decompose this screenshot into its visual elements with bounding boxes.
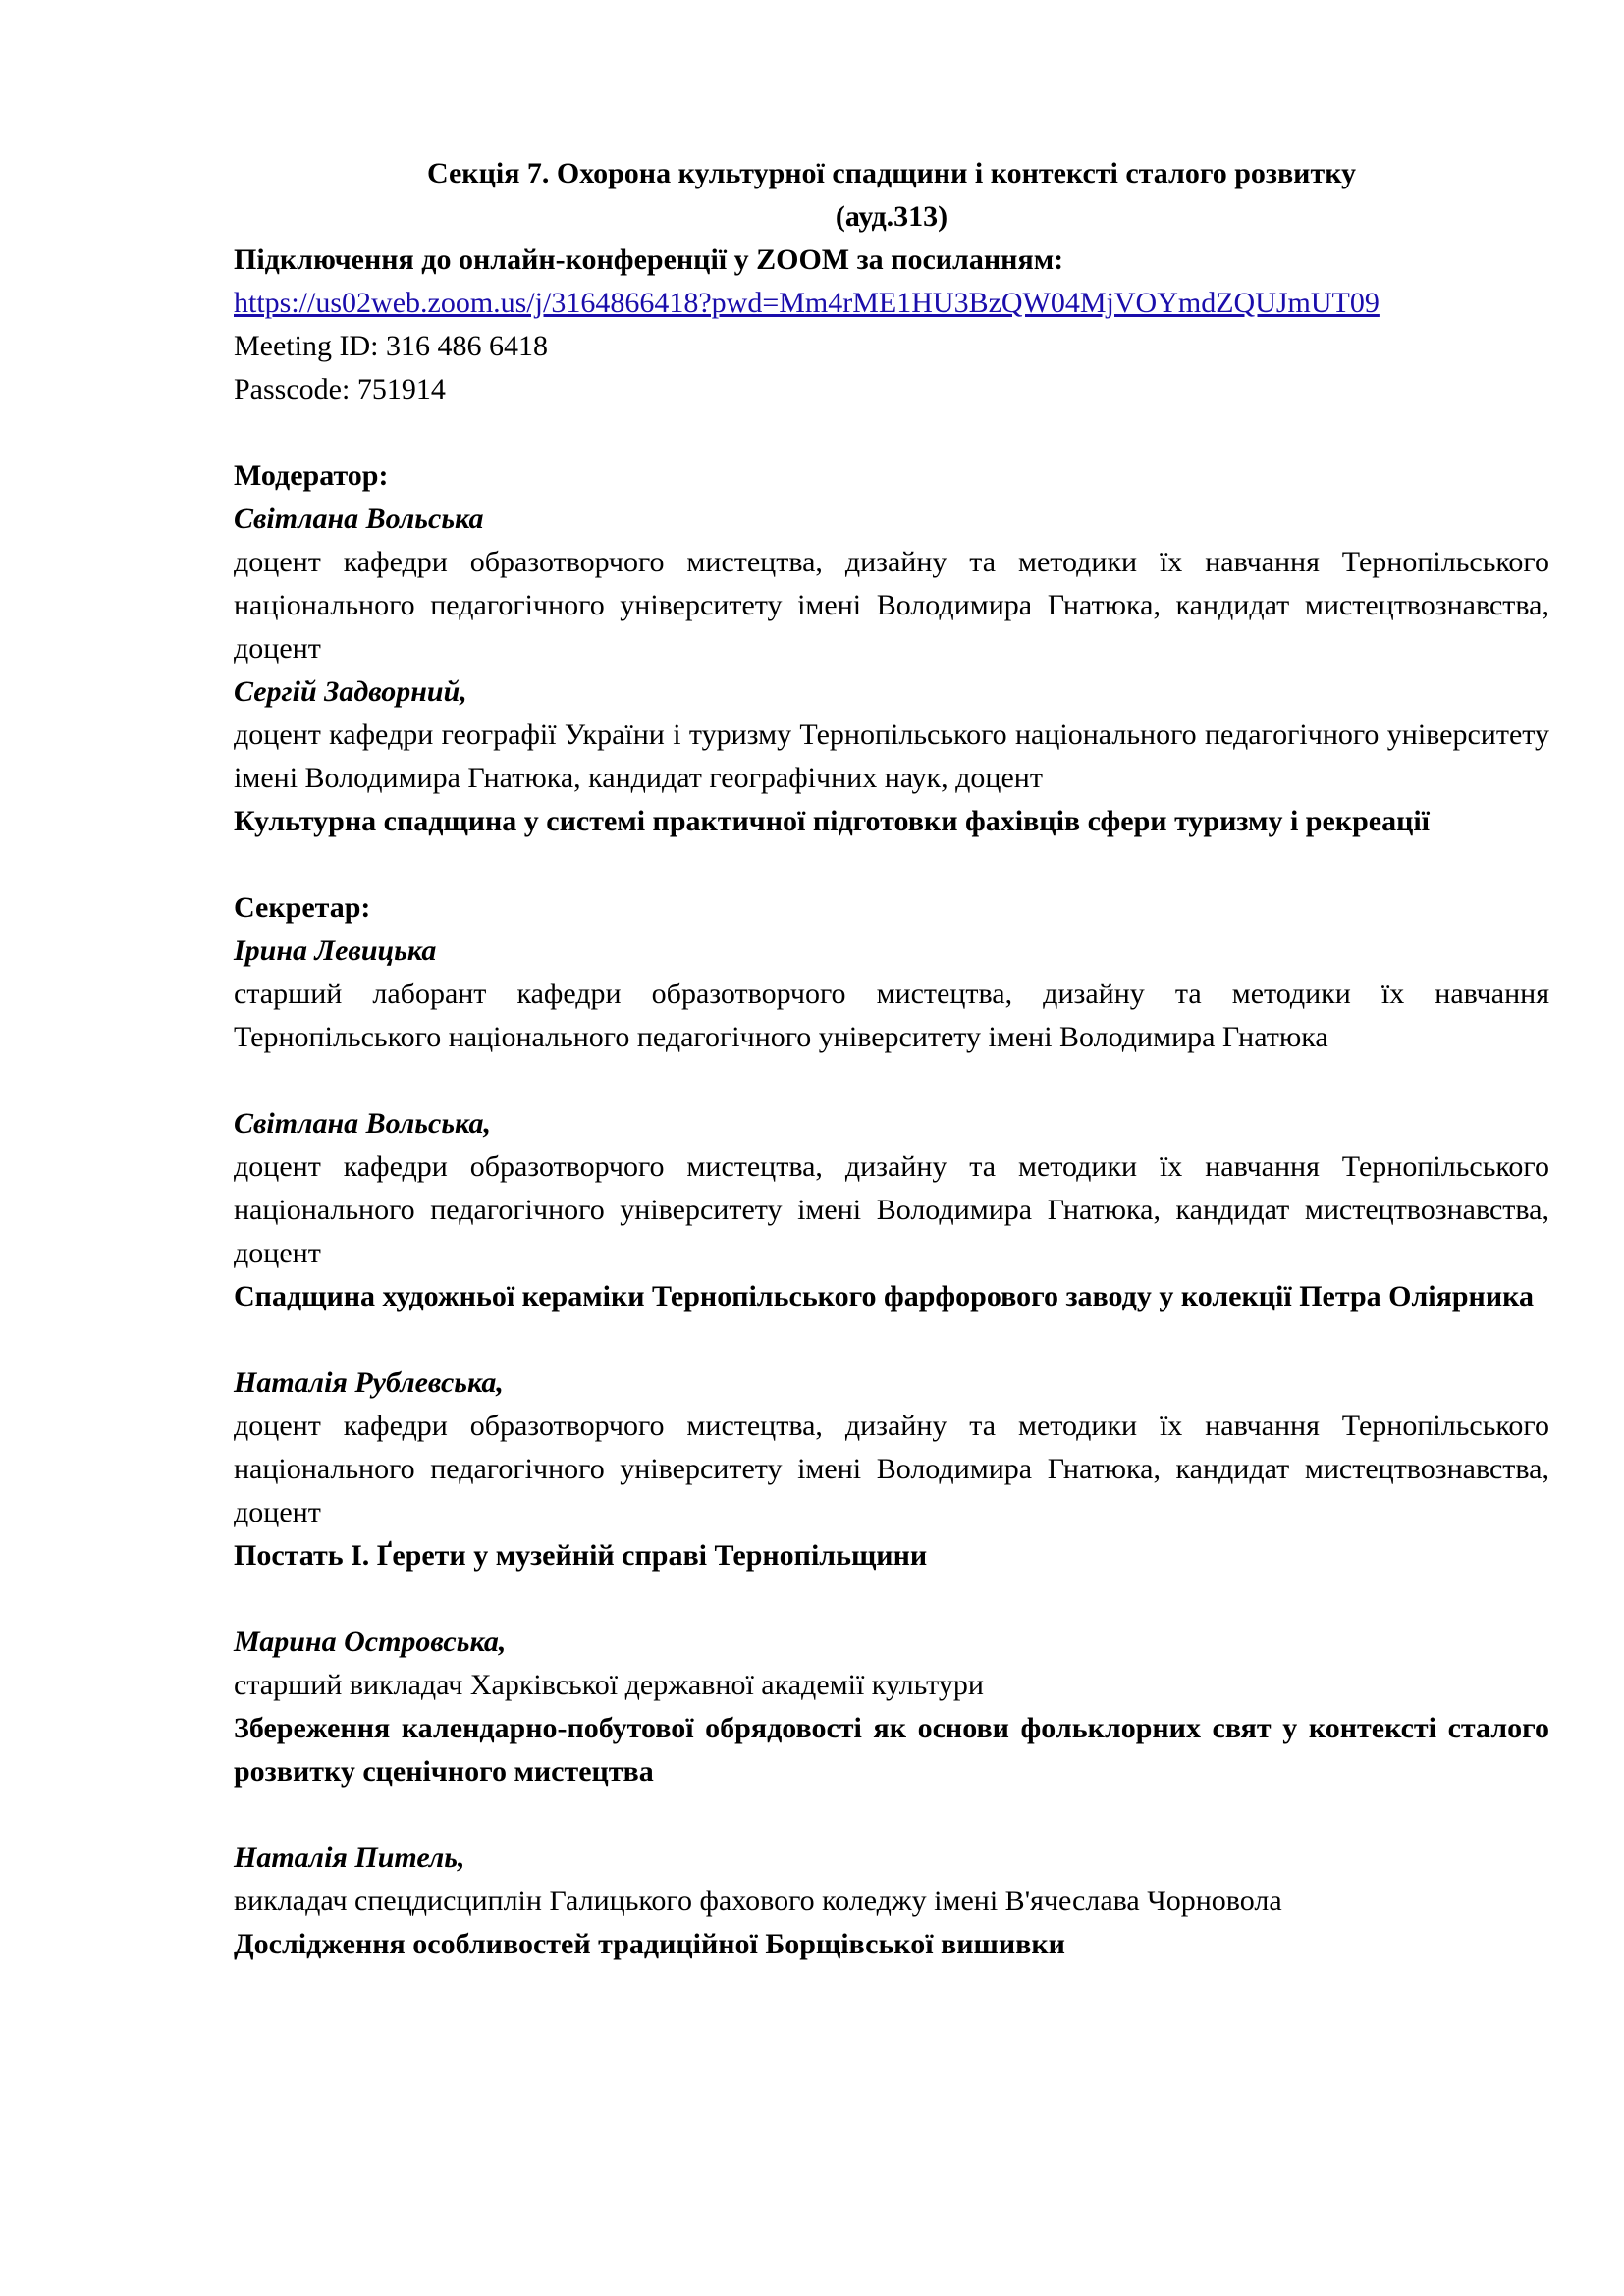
section-title: Секція 7. Охорона культурної спадщини і контексті сталого розвитку [426,157,1357,189]
moderator-name: Сергій Задворний, [234,675,467,708]
secretary-label: Секретар: [234,891,371,924]
zoom-link[interactable]: https://us02web.zoom.us/j/3164866418?pwd=Mm4rME1HU3BzQW04MjVOYmdZQUJmUT09 [234,287,1380,319]
speaker-topic: Спадщина художньої кераміки Тернопільського фарфорового заводу у колекції Петра Оліярника [234,1280,1534,1312]
moderator-position: доцент кафедри географії України і туризму Тернопільського національного педагогічного університету імені Володимира Гнатюка, кандидат географічних наук, доцент [234,719,1549,794]
zoom-link-line [234,282,1549,325]
spacer [234,843,1549,886]
secretary-position: старший лаборант кафедри образотворчого мистецтва, дизайну та методики їх навчання Тернопільського національного педагогічного університету імені Володимира Гнатюка [234,978,1549,1053]
speaker-name: Світлана Вольська, [234,1107,491,1140]
meeting-id: Meeting ID: 316 486 6418 [234,330,548,362]
secretary-name: Ірина Левицька [234,934,437,967]
moderator-label: Модератор: [234,459,389,492]
passcode: Passcode: 751914 [234,373,446,405]
moderator-position: доцент кафедри образотворчого мистецтва, дизайну та методики їх навчання Тернопільського національного педагогічного університету імені Володимира Гнатюка, кандидат мистецтвознавства, доцент [234,546,1549,665]
speaker-position: доцент кафедри образотворчого мистецтва, дизайну та методики їх навчання Тернопільського національного педагогічного університету імені Володимира Гнатюка, кандидат мистецтвознавства, доцент [234,1410,1549,1528]
room-number: (ауд.313) [835,200,948,233]
speaker-topic: Дослідження особливостей традиційної Борщівської вишивки [234,1928,1065,1960]
speaker-position: старший викладач Харківської державної академії культури [234,1669,984,1701]
speaker-name: Наталія Рублевська, [234,1366,504,1399]
speaker-topic: Постать І. Ґерети у музейній справі Тернопільщини [234,1539,928,1572]
speaker-topic: Збереження календарно-побутової обрядовості як основи фольклорних свят у контексті сталого розвитку сценічного мистецтва [234,1712,1549,1788]
spacer [234,1059,1549,1102]
spacer [234,1577,1549,1621]
speaker-name: Марина Островська, [234,1626,507,1658]
speaker-position: доцент кафедри образотворчого мистецтва, дизайну та методики їх навчання Тернопільського національного педагогічного університету імені Володимира Гнатюка, кандидат мистецтвознавства, доцент [234,1150,1549,1269]
speaker-name: Наталія Питель, [234,1842,465,1874]
document-content [234,152,1549,1966]
spacer [234,411,1549,454]
spacer [234,1318,1549,1362]
moderator-topic: Культурна спадщина у системі практичної підготовки фахівців сфери туризму і рекреації [234,805,1431,837]
speaker-position: викладач спецдисциплін Галицького фахового коледжу імені В'ячеслава Чорновола [234,1885,1282,1917]
spacer [234,1793,1549,1837]
moderator-name: Світлана Вольська [234,503,484,535]
zoom-connection-label: Підключення до онлайн-конференції у ZOOM за посиланням: [234,243,1064,276]
